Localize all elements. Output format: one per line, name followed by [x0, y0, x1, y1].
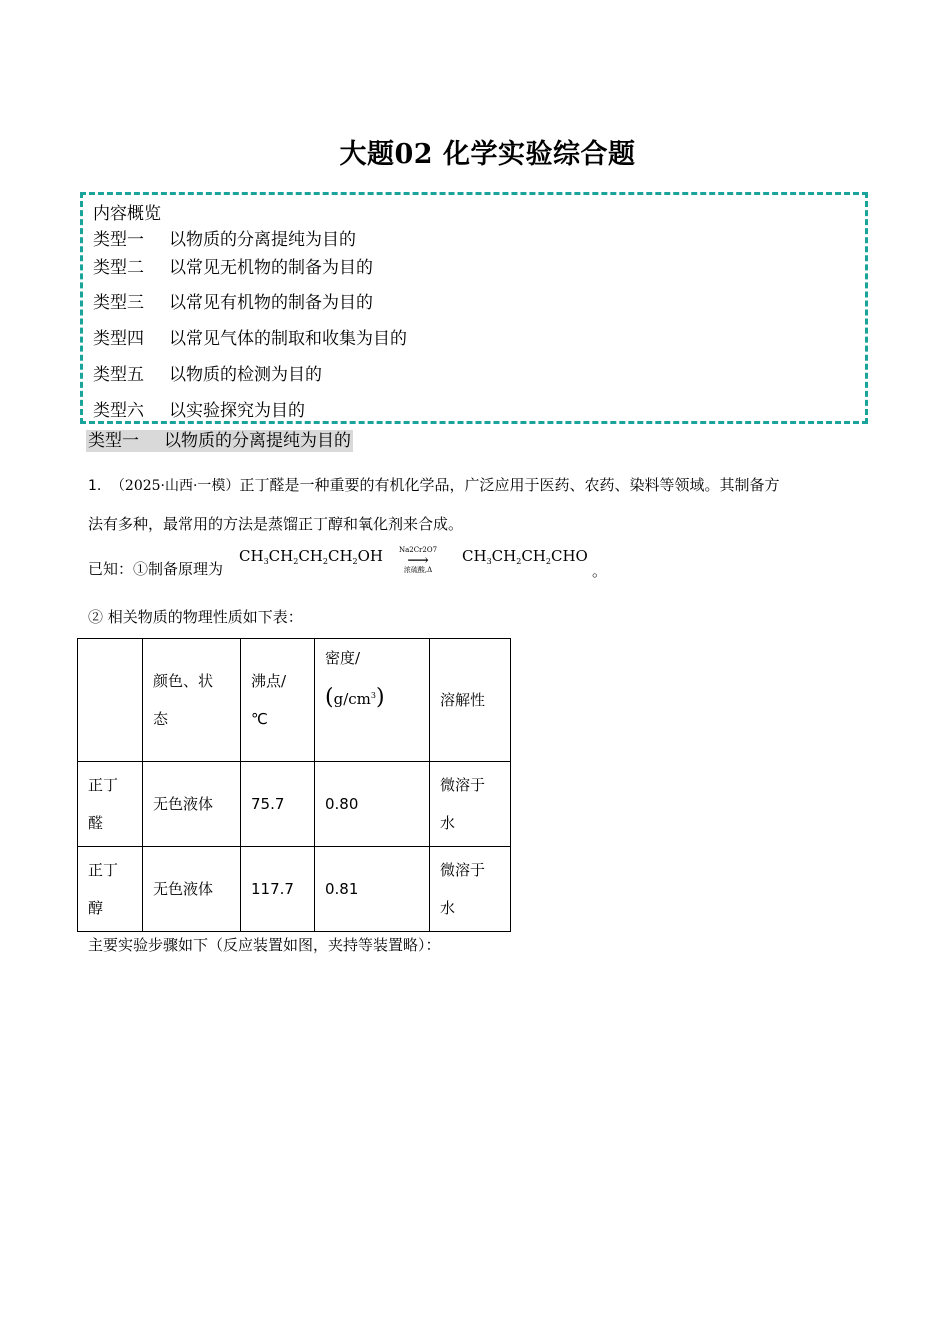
reaction-arrow: Na2Cr2O7 ⟶ 浓硫酸,Δ [398, 546, 438, 574]
section-heading: 类型一 以物质的分离提纯为目的 [88, 431, 351, 451]
overview-item-2: 类型二 以常见无机物的制备为目的 [93, 258, 373, 278]
page-title: 大题02 化学实验综合题 [339, 139, 636, 170]
header-cell-solubility: 溶解性 [430, 639, 511, 762]
content-overview-box [80, 192, 868, 424]
cell-appearance: 无色液体 [143, 847, 241, 932]
table-intro: ② 相关物质的物理性质如下表： [88, 608, 303, 626]
cell-solubility: 微溶于 水 [430, 847, 511, 932]
cell-boiling-point: 117.7 [241, 847, 315, 932]
question-text: 1. （2025·山西·一模）正丁醛是一种重要的有机化学品，广泛应用于医药、农药、染料等领域。其制备方 法有多种，最常用的方法是蒸馏正丁醇和氧化剂来合成。 [88, 476, 780, 533]
overview-heading: 内容概览 [93, 204, 161, 224]
header-cell-density: 密度/ $(g/cm^3)$ [315, 639, 430, 762]
table-row [78, 762, 511, 847]
known-suffix: 。 [592, 562, 608, 580]
cell-density: 0.80 [315, 762, 430, 847]
cell-boiling-point: 75.7 [241, 762, 315, 847]
known-prefix: 已知：①制备原理为 [88, 560, 224, 578]
reactant-formula: $CH_3CH_2CH_2CH_2OH$ [239, 547, 384, 566]
cell-name: 正丁 醛 [78, 762, 143, 847]
steps-intro: 主要实验步骤如下（反应装置如图，夹持等装置略）： [88, 936, 441, 954]
table-header-row [78, 639, 511, 762]
overview-item-4: 类型四 以常见气体的制取和收集为目的 [93, 329, 407, 349]
overview-item-1: 类型一 以物质的分离提纯为目的 [93, 230, 356, 250]
overview-item-5: 类型五 以物质的检测为目的 [93, 365, 322, 385]
overview-item-6: 类型六 以实验探究为目的 [93, 401, 305, 421]
header-cell-empty [78, 639, 143, 762]
product-formula: $CH_3CH_2CH_2CHO$ [462, 547, 588, 566]
header-cell-bp: 沸点/ ℃ [241, 639, 315, 762]
header-cell-color: 颜色、状 态 [143, 639, 241, 762]
cell-name: 正丁 醇 [78, 847, 143, 932]
cell-appearance: 无色液体 [143, 762, 241, 847]
properties-table [77, 638, 511, 932]
overview-item-3: 类型三 以常见有机物的制备为目的 [93, 293, 373, 313]
cell-solubility: 微溶于 水 [430, 762, 511, 847]
table-row [78, 847, 511, 932]
cell-density: 0.81 [315, 847, 430, 932]
